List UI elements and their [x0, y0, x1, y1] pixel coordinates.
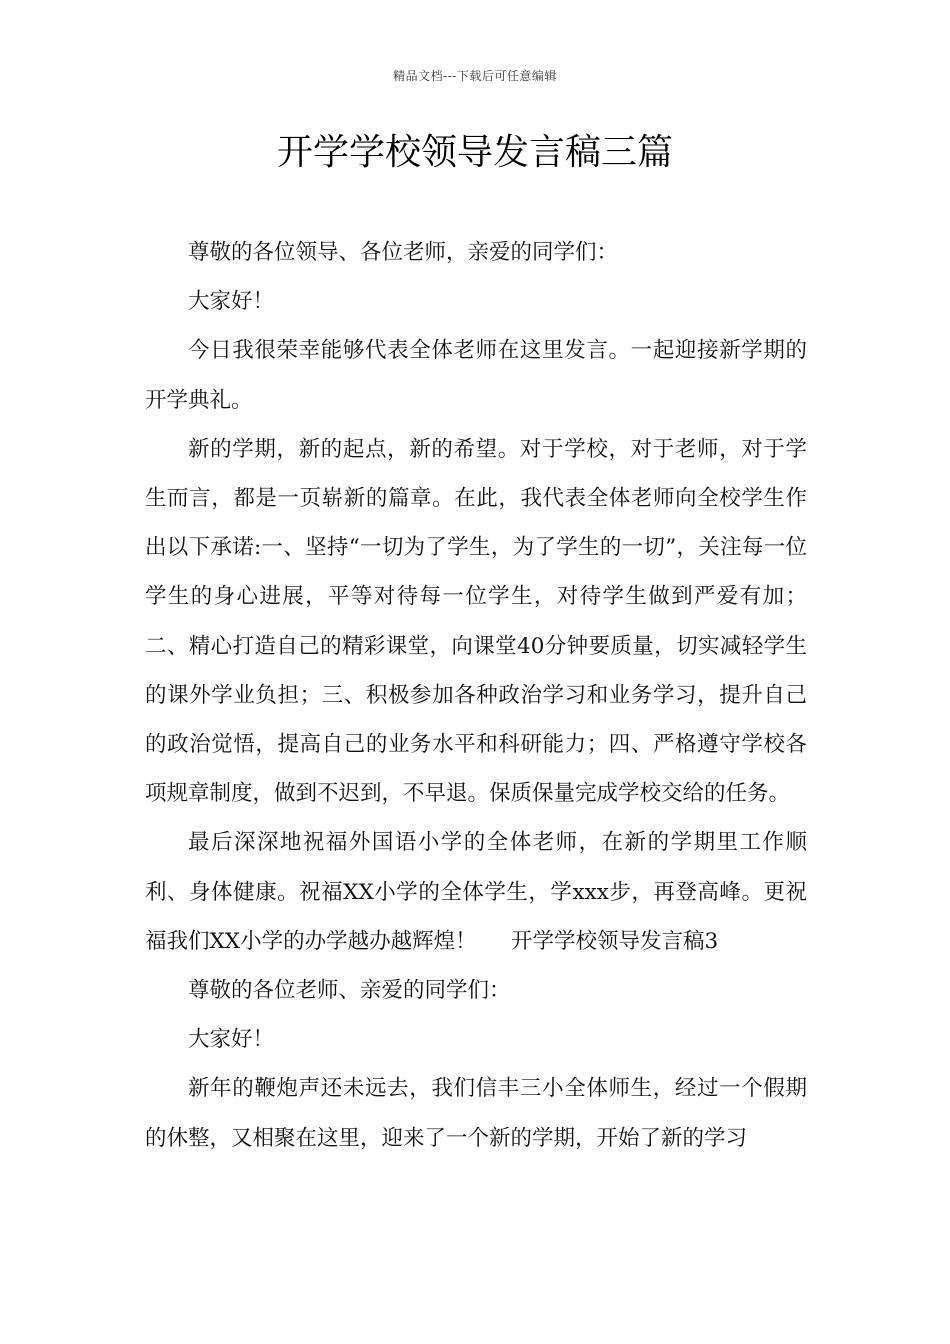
paragraph-closing-text: 最后深深地祝福外国语小学的全体老师，在新的学期里工作顺利、身体健康。祝福XX小学的全体学生，学xxx步，再登高峰。更祝福我们XX小学的办学越办越辉煌！ [145, 830, 807, 954]
paragraph-greeting: 大家好！ [188, 289, 275, 315]
header-note: 精品文档---下载后可任意编辑 [393, 69, 557, 83]
section-heading: 开学学校领导发言稿3 [511, 928, 719, 954]
paragraph-new-term: 新年的鞭炮声还未远去，我们信丰三小全体师生，经过一个假期的休整，又相聚在这里，迎来了一个新的学期，开始了新的学习 [145, 1076, 807, 1151]
paragraph-salutation: 尊敬的各位领导、各位老师，亲爱的同学们： [188, 240, 619, 265]
paragraph-intro: 今日我很荣幸能够代表全体老师在这里发言。一起迎接新学期的开学典礼。 [145, 338, 807, 413]
paragraph-closing [145, 818, 807, 966]
paragraph-greeting-2: 大家好！ [188, 1027, 275, 1053]
paragraph-commitments: 新的学期，新的起点，新的希望。对于学校，对于老师，对于学生而言，都是一页崭新的篇章。在此，我代表全体老师向全校学生作出以下承诺:一、坚持“一切为了学生，为了学生的一切”，关注每一位学生的身心进展，平等对待每一位学生，对待学生做到严爱有加；二、精心打造自己的精彩课堂，向课堂40分钟要质量，切实减轻学生的课外学业负担；三、积极参加各种政治学习和业务学习，提升自己的政治觉悟，提高自己的业务水平和科研能力；四、严格遵守学校各项规章制度，做到不迟到，不早退。保质保量完成学校交给的任务。 [145, 436, 807, 807]
document-body [145, 228, 807, 1163]
paragraph-salutation-2: 尊敬的各位老师、亲爱的同学们： [188, 978, 511, 1004]
document-title: 开学学校领导发言稿三篇 [276, 132, 673, 173]
